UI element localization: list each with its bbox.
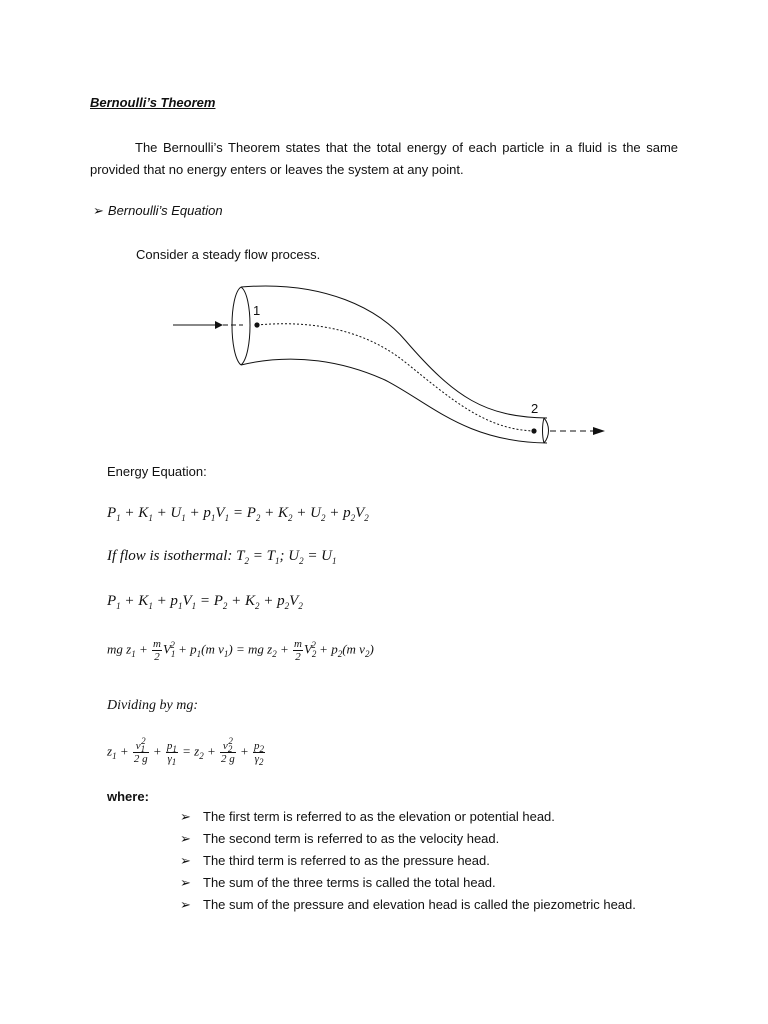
arrow-bullet-icon: ➢ xyxy=(180,853,191,868)
inlet-ellipse-left xyxy=(232,287,241,365)
arrow-bullet-icon: ➢ xyxy=(93,203,104,218)
outlet-arrow-head xyxy=(593,427,605,435)
note-item xyxy=(180,830,636,852)
where-label: where: xyxy=(107,789,149,804)
note-item xyxy=(180,896,636,918)
point-2-marker xyxy=(531,428,536,433)
intro-paragraph xyxy=(90,137,678,181)
consider-text: Consider a steady flow process. xyxy=(136,247,321,262)
bernoulli-equation: $z_1$ + $\frac{v_1^2}{2 g}$ + $\frac{p_1}{\gamma_1}$ = $z_2$ + $\frac{v_2^2}{2 g}$ + $\frac{p_2}{\gamma_2}$ xyxy=(107,736,265,768)
inlet-ellipse-right xyxy=(241,287,250,365)
dividing-text: Dividing by xyxy=(107,698,173,713)
note-text: The first term is referred to as the elevation or potential head. xyxy=(203,809,555,824)
expanded-energy-equation: mg $z_1$ + $\frac{m}{2}$ $V_1^2 + p_1(m$ $v_1$) = mg $z_2$ + $\frac{m}{2}$ $V_2^2 + p_2(m$ $v_2$) xyxy=(107,638,374,663)
note-item xyxy=(180,852,636,874)
fraction-m-over-2: $\frac{m}{2}$ xyxy=(152,638,161,663)
pipe-flow-diagram xyxy=(165,280,615,450)
note-text: The third term is referred to as the pressure head. xyxy=(203,853,490,868)
inlet-arrow-head xyxy=(215,321,223,329)
note-item xyxy=(180,808,636,830)
fraction-pressure-head-2: $\frac{p_2}{\gamma_2}$ xyxy=(254,740,265,768)
arrow-bullet-icon: ➢ xyxy=(180,897,191,912)
note-item xyxy=(180,874,636,896)
reduced-energy-equation: $P_1 + K_1 + p_1V_1 = P_2 + K_2 + p_2V_2$ xyxy=(107,593,303,611)
outlet-ellipse-right xyxy=(544,418,549,443)
intro-text: The Bernoulli’s Theorem states that the total energy of each particle in a fluid is the same provided that no energy enters or leaves the system at any point. xyxy=(90,140,678,177)
pipe-top-wall xyxy=(241,286,547,418)
energy-equation: $P_1 + K_1 + U_1 + p_1V_1 = P_2 + K_2 + U_2 + p_2V_2$ xyxy=(107,505,369,523)
arrow-bullet-icon: ➢ xyxy=(180,831,191,846)
fraction-velocity-head-1: $\frac{v_1^2}{2 g}$ xyxy=(133,736,148,765)
fraction-velocity-head-2: $\frac{v_2^2}{2 g}$ xyxy=(221,736,235,765)
equation-heading-text: Bernoulli’s Equation xyxy=(107,203,223,218)
section-title: Bernoulli’s Theorem xyxy=(90,95,216,110)
isothermal-text: If flow is isothermal: xyxy=(107,548,233,564)
arrow-bullet-icon: ➢ xyxy=(180,809,191,824)
outlet-ellipse-left xyxy=(543,418,545,443)
note-text: The second term is referred to as the velocity head. xyxy=(203,831,500,846)
point-1-label: 1 xyxy=(253,303,261,318)
note-text: The sum of the pressure and elevation head is called the piezometric head. xyxy=(203,897,636,912)
equation-heading xyxy=(93,203,223,219)
arrow-bullet-icon: ➢ xyxy=(180,875,191,890)
fraction-pressure-head-1: $\frac{p_1}{\gamma_1}$ xyxy=(166,740,177,768)
pipe-bottom-wall xyxy=(241,359,547,443)
notes-list xyxy=(180,808,636,918)
fraction-m-over-2-b: $\frac{m}{2}$ xyxy=(294,638,302,663)
dividing-line: Dividing by mg: xyxy=(107,698,198,713)
note-text: The sum of the three terms is called the total head. xyxy=(203,875,496,890)
energy-equation-label: Energy Equation: xyxy=(107,464,207,479)
point-2-label: 2 xyxy=(531,401,539,416)
point-1-marker xyxy=(254,322,259,327)
isothermal-condition: If flow is isothermal: $T_2 = T_1$; $U_2 = U_1$ xyxy=(107,548,337,566)
pipe-streamline xyxy=(257,324,535,431)
